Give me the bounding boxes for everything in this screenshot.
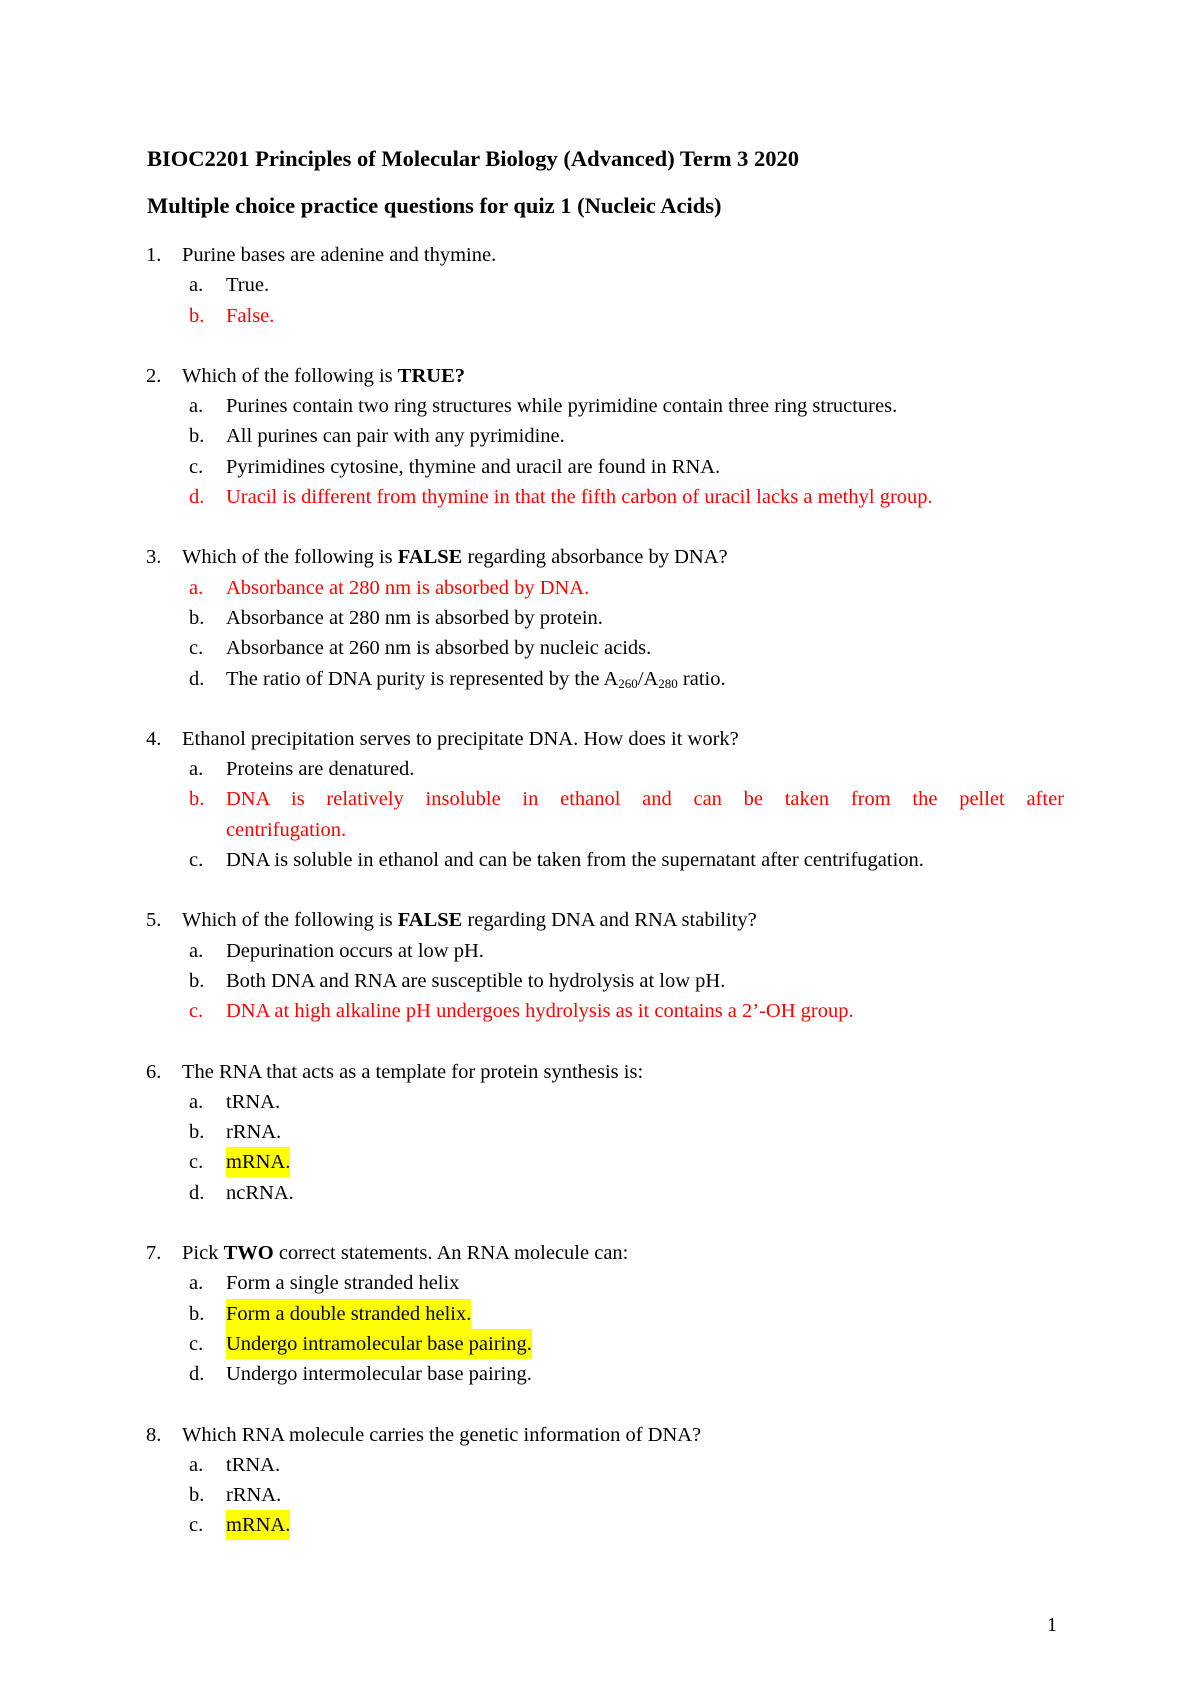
question-stem: [0, 1057, 1200, 1087]
option-b: [0, 1117, 1200, 1147]
option-text: The ratio of DNA purity is represented by the $A_{260}/A_{280}$ ratio.: [226, 667, 726, 691]
option-label: a.: [189, 274, 204, 297]
option-label: b.: [189, 1484, 205, 1507]
emphasis-false: FALSE: [397, 909, 463, 932]
option-b-correct-answer: [0, 301, 1200, 331]
highlighted-answer-text: Form a double stranded helix.: [226, 1299, 471, 1329]
option-label: a.: [189, 1272, 204, 1295]
option-c: [0, 845, 1200, 875]
question-number: 8.: [146, 1423, 162, 1446]
option-b: [0, 603, 1200, 633]
question-number: 4.: [146, 727, 162, 750]
option-text: rRNA.: [226, 1484, 282, 1507]
option-text: DNA is soluble in ethanol and can be taken from the supernatant after centrifugation.: [226, 849, 924, 872]
option-label: b.: [189, 788, 205, 811]
option-label: c.: [189, 1151, 204, 1174]
question-2: [0, 361, 1200, 512]
option-text: All purines can pair with any pyrimidine.: [226, 425, 565, 448]
option-b-correct-answer: [0, 1299, 1200, 1329]
option-text: True.: [226, 274, 270, 297]
option-b: [0, 1480, 1200, 1510]
option-c: [0, 452, 1200, 482]
option-label: c.: [189, 849, 204, 872]
option-text: ncRNA.: [226, 1181, 294, 1204]
question-5: [0, 905, 1200, 1026]
question-stem: [0, 542, 1200, 572]
question-number: 2.: [146, 364, 162, 387]
question-number: 3.: [146, 546, 162, 569]
option-label: c.: [189, 1000, 204, 1023]
option-text: Depurination occurs at low pH.: [226, 939, 484, 962]
question-text: The RNA that acts as a template for protein synthesis is:: [182, 1060, 644, 1083]
question-7: [0, 1238, 1200, 1389]
question-text: Purine bases are adenine and thymine.: [182, 244, 497, 266]
option-label: b.: [189, 969, 205, 992]
option-label: a.: [189, 576, 204, 599]
option-label: d.: [189, 667, 205, 690]
option-label: d.: [189, 486, 205, 509]
option-b-correct-answer: [0, 784, 1200, 814]
question-stem: [0, 724, 1200, 754]
question-number: 5.: [146, 909, 162, 932]
option-a: [0, 1268, 1200, 1298]
option-d: [0, 664, 1200, 694]
question-stem: [0, 361, 1200, 391]
subscript-260: 260: [618, 675, 638, 691]
option-label: a.: [189, 395, 204, 418]
option-label: b.: [189, 606, 205, 629]
option-label: d.: [189, 1181, 205, 1204]
page-number: 1: [1047, 1614, 1057, 1636]
highlighted-answer-text: mRNA.: [226, 1147, 290, 1177]
option-text: Pyrimidines cytosine, thymine and uracil are found in RNA.: [226, 455, 721, 478]
option-label: b.: [189, 1302, 205, 1325]
question-number: 1.: [146, 244, 162, 266]
question-4: [0, 724, 1200, 875]
question-text: Which RNA molecule carries the genetic information of DNA?: [182, 1423, 702, 1446]
option-text: Undergo intermolecular base pairing.: [226, 1363, 532, 1386]
option-text: Absorbance at 260 nm is absorbed by nucleic acids.: [226, 637, 652, 660]
option-text: Absorbance at 280 nm is absorbed by protein.: [226, 606, 603, 629]
question-text: Pick TWO correct statements. An RNA molecule can:: [182, 1242, 629, 1265]
option-label: a.: [189, 758, 204, 781]
question-number: 6.: [146, 1060, 162, 1083]
question-1: [0, 240, 1200, 331]
highlighted-answer-text: mRNA.: [226, 1510, 290, 1540]
option-b-continuation: [0, 815, 1200, 845]
option-label: a.: [189, 1453, 204, 1476]
option-label: b.: [189, 425, 205, 448]
option-label: b.: [189, 1121, 205, 1144]
option-b: [0, 421, 1200, 451]
option-d: [0, 1359, 1200, 1389]
option-label: a.: [189, 939, 204, 962]
emphasis-true: TRUE?: [397, 364, 465, 387]
option-text: DNA at high alkaline pH undergoes hydrolysis as it contains a 2’-OH group.: [226, 1000, 854, 1023]
option-a: [0, 270, 1200, 300]
option-label: c.: [189, 455, 204, 478]
option-label: b.: [189, 304, 205, 327]
emphasis-false: FALSE: [397, 546, 463, 569]
option-d-correct-answer: [0, 482, 1200, 512]
option-a: [0, 936, 1200, 966]
option-a: [0, 754, 1200, 784]
question-stem: [0, 1238, 1200, 1268]
question-text: Ethanol precipitation serves to precipitate DNA. How does it work?: [182, 727, 739, 750]
option-label: c.: [189, 637, 204, 660]
option-b: [0, 966, 1200, 996]
option-label: a.: [189, 1090, 204, 1113]
emphasis-two: TWO: [223, 1242, 274, 1265]
option-c-correct-answer: [0, 1510, 1200, 1540]
question-6: [0, 1057, 1200, 1208]
option-text: Purines contain two ring structures while pyrimidine contain three ring structures.: [226, 395, 898, 418]
option-c-correct-answer: [0, 996, 1200, 1026]
option-text: False.: [226, 304, 275, 327]
option-label: c.: [189, 1514, 204, 1537]
option-c-correct-answer: [0, 1147, 1200, 1177]
option-c: [0, 633, 1200, 663]
option-text: Uracil is different from thymine in that the fifth carbon of uracil lacks a methyl group.: [226, 486, 933, 509]
question-stem: [0, 240, 1200, 270]
option-a: [0, 1450, 1200, 1480]
option-c-correct-answer: [0, 1329, 1200, 1359]
option-a: [0, 1087, 1200, 1117]
option-text: Form a single stranded helix: [226, 1272, 460, 1295]
question-stem: [0, 905, 1200, 935]
question-stem: [0, 1420, 1200, 1450]
subscript-280: 280: [658, 675, 678, 691]
option-text: tRNA.: [226, 1453, 281, 1476]
option-text: Proteins are denatured.: [226, 758, 415, 781]
question-text: Which of the following is FALSE regarding DNA and RNA stability?: [182, 909, 757, 932]
option-label: c.: [189, 1332, 204, 1355]
option-label: d.: [189, 1363, 205, 1386]
question-text: Which of the following is FALSE regarding absorbance by DNA?: [182, 546, 728, 569]
option-text: tRNA.: [226, 1090, 281, 1113]
question-text: Which of the following is TRUE?: [182, 364, 465, 387]
option-a: [0, 391, 1200, 421]
option-d: [0, 1178, 1200, 1208]
option-text: Absorbance at 280 nm is absorbed by DNA.: [226, 576, 590, 599]
option-text: rRNA.: [226, 1121, 282, 1144]
document-subtitle: Multiple choice practice questions for quiz 1 (Nucleic Acids): [147, 193, 722, 218]
option-text-line-1: DNA is relatively insoluble in ethanol and can be taken from the pellet after: [226, 788, 1064, 811]
option-text-line-2: centrifugation.: [226, 818, 347, 841]
option-a-correct-answer: [0, 573, 1200, 603]
question-8: [0, 1420, 1200, 1541]
question-3: [0, 542, 1200, 693]
highlighted-answer-text: Undergo intramolecular base pairing.: [226, 1329, 532, 1359]
question-number: 7.: [146, 1242, 162, 1265]
question-list: [0, 240, 1200, 1571]
document-title: BIOC2201 Principles of Molecular Biology (Advanced) Term 3 2020: [147, 146, 800, 171]
option-text: Both DNA and RNA are susceptible to hydrolysis at low pH.: [226, 969, 726, 992]
